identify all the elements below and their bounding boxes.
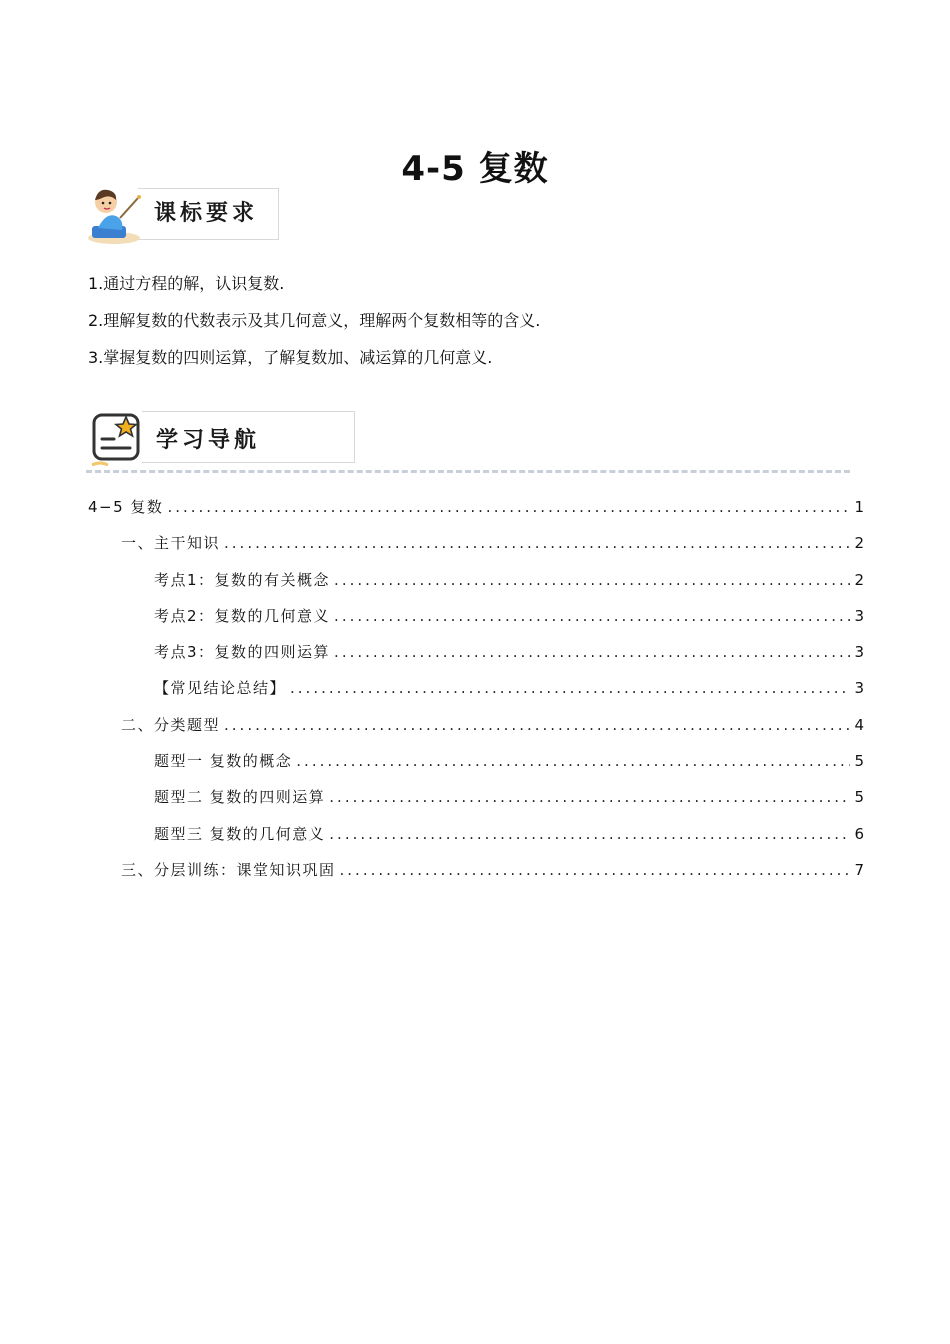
toc-page-number: 1 — [854, 498, 864, 516]
toc-leader — [329, 825, 850, 843]
section-header-standards — [86, 182, 286, 246]
toc-entry[interactable] — [88, 641, 864, 677]
toc-page-number: 3 — [854, 679, 864, 698]
requirement-item: 2.理解复数的代数表示及其几何意义，理解两个复数相等的含义. — [88, 311, 541, 330]
toc-label: 三、分层训练：课堂知识巩固 — [121, 860, 336, 879]
toc-page-number: 4 — [854, 715, 864, 734]
toc-entry[interactable] — [88, 823, 864, 859]
toc-leader — [167, 498, 850, 516]
toc-label: 考点1：复数的有关概念 — [154, 570, 331, 589]
toc-entry[interactable] — [88, 605, 864, 641]
toc-page-number: 5 — [854, 752, 864, 771]
toc-leader — [224, 534, 850, 552]
toc-entry[interactable] — [88, 714, 864, 750]
toc-label: 【常见结论总结】 — [154, 679, 287, 698]
toc-label: 题型三 复数的几何意义 — [154, 824, 326, 843]
requirement-item: 1.通过方程的解，认识复数. — [88, 274, 285, 293]
requirements-list — [88, 265, 868, 376]
toc-entry[interactable] — [88, 750, 864, 786]
section-header-navigation — [86, 405, 366, 469]
toc-label: 4−5 复数 — [88, 498, 164, 516]
section-heading-standards: 课标要求 — [154, 200, 259, 226]
toc-page-number: 3 — [854, 643, 864, 662]
toc-entry[interactable] — [88, 532, 864, 568]
toc-leader — [340, 861, 851, 879]
toc-leader — [290, 679, 850, 697]
toc-label: 一、主干知识 — [121, 534, 221, 553]
toc-leader — [334, 571, 850, 589]
toc-entry[interactable] — [88, 859, 864, 895]
page-title: 4-5 复数 — [401, 148, 549, 189]
table-of-contents — [88, 496, 864, 895]
toc-label: 考点2：复数的几何意义 — [154, 606, 331, 625]
toc-entry[interactable] — [88, 677, 864, 713]
toc-page-number: 7 — [854, 860, 864, 879]
toc-leader — [296, 752, 850, 770]
toc-leader — [334, 607, 850, 625]
toc-label: 二、分类题型 — [121, 715, 221, 734]
star-list-icon — [90, 409, 148, 469]
toc-page-number: 3 — [854, 606, 864, 625]
toc-page-number: 2 — [854, 570, 864, 589]
toc-entry[interactable] — [88, 496, 864, 532]
toc-entry[interactable] — [88, 786, 864, 822]
section-divider — [86, 470, 850, 473]
teacher-icon — [86, 182, 148, 246]
toc-leader — [334, 643, 850, 661]
toc-page-number: 2 — [854, 534, 864, 553]
toc-entry[interactable] — [88, 569, 864, 605]
toc-leader — [329, 788, 850, 806]
toc-label: 题型二 复数的四则运算 — [154, 788, 326, 807]
toc-page-number: 6 — [854, 824, 864, 843]
section-heading-navigation: 学习导航 — [156, 427, 261, 453]
toc-label: 考点3：复数的四则运算 — [154, 643, 331, 662]
toc-label: 题型一 复数的概念 — [154, 752, 293, 771]
toc-leader — [224, 716, 850, 734]
toc-page-number: 5 — [854, 788, 864, 807]
requirement-item: 3.掌握复数的四则运算，了解复数加、减运算的几何意义. — [88, 348, 493, 367]
